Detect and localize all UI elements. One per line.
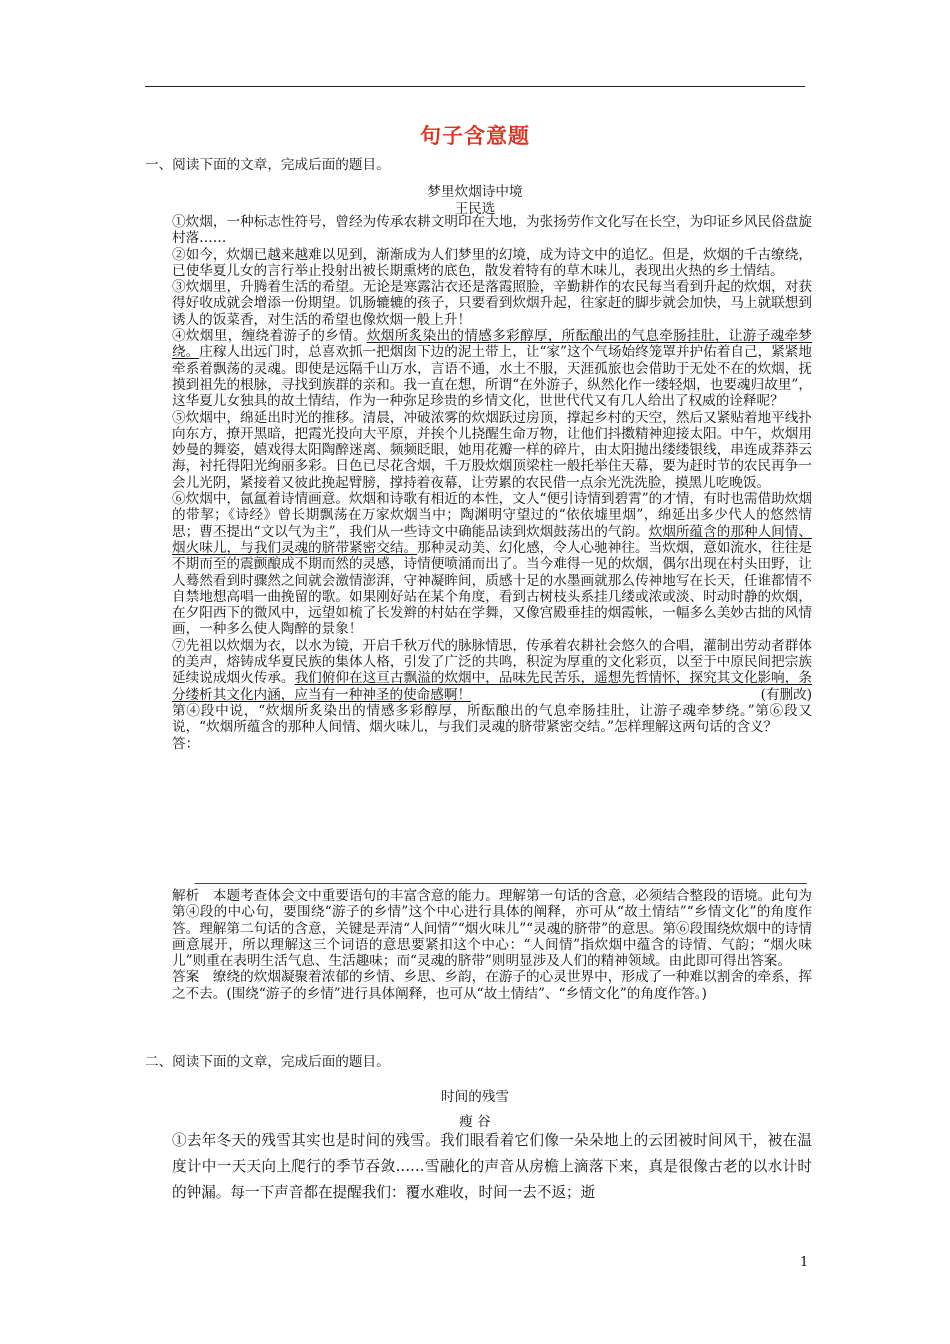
- paragraph-6-key-sentence: 炊烟所蕴含的那种人间情、烟火味儿，与我们灵魂的脐带紧密交结。: [172, 523, 812, 556]
- answer-text: 答案 缭绕的炊烟凝聚着浓郁的乡情、乡思、乡韵，在游子的心灵世界中，形成了一种难以割舍的牵系，挥之不去。(围绕“游子的乡情”进行具体阐释，也可从“故土情结”、“乡情文化”的角度作答。): [172, 969, 812, 1002]
- paragraph-2: ②如今，炊烟已越来越难以见到，渐渐成为人们梦里的幻境，成为诗文中的追忆。但是，炊烟的千古缭绕，已使华夏儿女的言行举止投射出被长期熏烤的底色，散发着特有的草木味儿，表现出火热的乡土情结。: [172, 246, 812, 279]
- paragraph-5: ⑤炊烟中，绵延出时光的推移。清晨，冲破浓雾的炊烟跃过房顶，撑起乡村的天空，然后又紧贴着地平线扑向东方，撩开黑暗，把霞光投向大平原，并挨个儿挠醒生命万物，让他们抖擞精神迎接太阳。中午，炊烟用妙曼的舞姿，嬉戏得太阳陶醉迷离、频频眨眼，她用花瓣一样的碎片，由太阳抛出缕缕银线，串连成莽莽云海，衬托得阳光绚丽多彩。日色已尽花含烟，千万股炊烟顶梁柱一般托举住天幕，要为赶时节的农民再争一会儿光阴，紧接着又彼此挽起臂膀，撑持着夜幕，让劳累的农民借一点余光洗洗脸，摸黑儿吃晚饭。: [172, 409, 812, 491]
- article1-body: [172, 214, 812, 752]
- paragraph-4-rest: 庄稼人出远门时，总喜欢抓一把烟囱下边的泥土带上，让“家”这个气场始终笼罩并护佑着自己，紧紧地牵系着飘荡的灵魂。即使是远隔千山万水，言语不通，水土不服，天涯孤旅也会借助于无处不在的炊烟，抚摸到祖先的根脉，寻找到族群的亲和。我一直在想，所谓“在外游子，纵然化作一缕轻烟，也要魂归故里”，这华夏儿女独具的故土情结，作为一种弥足珍贵的乡情文化，世世代代又有几人给出了权威的诠释呢？: [172, 344, 813, 410]
- paragraph-1: ①炊烟，一种标志性符号，曾经为传承农耕文明印在大地，为张扬劳作文化写在长空，为印证乡风民俗盘旋村落……: [172, 214, 812, 247]
- section1-instruction: 一、阅读下面的文章，完成后面的题目。: [145, 157, 390, 173]
- page-number: 1: [800, 1255, 809, 1270]
- answer-label: 答：: [172, 735, 200, 752]
- paragraph-6: [172, 491, 812, 638]
- question-text: 第④段中说，“炊烟所炙染出的情感多彩醇厚，所酝酿出的气息牵肠挂肚，让游子魂牵梦绕。”第⑥段又说，“炊烟所蕴含的那种人间情、烟火味儿，与我们灵魂的脐带紧密交结。”怎样理解这两句话的含义？: [172, 702, 812, 736]
- analysis-text: 解析 本题考查体会文中重要语句的丰富含意的能力。理解第一句话的含意，必须结合整段的语境。此句为第④段的中心句，要围绕“游子的乡情”这个中心进行具体的阐释，亦可从“故土情结”“乡情文化”的角度作答。理解第二句话的含意，关键是弄清“人间情”“烟火味儿”“灵魂的脐带”的意思。第⑥段围绕炊烟中的诗情画意展开，所以理解这三个词语的意思要紧扣这个中心：“人间情”指炊烟中蕴含的诗情、气韵；“烟火味儿”则重在表明生活气息、生活趣味；而“灵魂的脐带”则明显涉及人们的精神领域。由此即可得出答案。: [172, 888, 812, 970]
- article1-title: 梦里炊烟诗中境: [427, 184, 523, 200]
- paragraph-7: [172, 638, 812, 703]
- paragraph-7-key-sentence: 我们俯仰在这亘古飘溢的炊烟中，品味先民苦乐，遥想先哲情怀，探究其文化影响，条分缕析其文化内涵，应当有一种神圣的使命感啊！: [172, 670, 813, 703]
- answer-blank-line: [195, 883, 807, 884]
- page-title: 句子含意题: [420, 123, 530, 148]
- paragraph-6-lead: ⑥炊烟中，氤氲着诗情画意。炊烟和诗歌有相近的本性，文人“便引诗情到碧霄”的才情，有时也需借助炊烟的带挈；《诗经》曾长期飘荡在万家炊烟当中；陶渊明守望过的“依依墟里烟”，绵延出多少代人的悠然情思；曹丕提出“文以气为主”，我们从一些诗文中确能品读到炊烟鼓荡出的气韵。: [172, 491, 812, 540]
- paragraph-4: [172, 328, 812, 409]
- article2-paragraph-1: ①去年冬天的残雪其实也是时间的残雪。我们眼看着它们像一朵朵地上的云团被时间风干，被在温度计中一天天向上爬行的季节吞敛……雪融化的声音从房檐上滴落下来，真是很像古老的以水计时的钟漏。每一下声音都在提醒我们：覆水难收，时间一去不返；逝: [172, 1132, 812, 1201]
- header-rule: [145, 86, 805, 87]
- paragraph-4-lead: ④炊烟里，缠绕着游子的乡情。: [172, 328, 367, 345]
- source-note: (有删改): [760, 686, 812, 703]
- article2-author: 瘦 谷: [459, 1114, 491, 1130]
- article1-author: 王民选: [454, 201, 496, 217]
- article2-body: [172, 1128, 812, 1206]
- analysis-block: [172, 888, 812, 1002]
- paragraph-4-key-sentence: 炊烟所炙染出的情感多彩醇厚，所酝酿出的气息牵肠挂肚，让游子魂牵梦绕。: [172, 328, 813, 361]
- paragraph-7-lead: ⑦先祖以炊烟为衣，以水为镜，开启千秋万代的脉脉情思，传承着农耕社会悠久的合唱，灌制出劳动者群体的美声，熔铸成华夏民族的集体人格，引发了广泛的共鸣，积淀为厚重的文化彩页，以至于中原民间把宗族延续说成烟火传承。: [172, 637, 812, 687]
- paragraph-3: ③炊烟里，升腾着生活的希望。无论是寒露沾衣还是落霞照脸，辛勤耕作的农民每当看到升起的炊烟，对获得好收成就会增添一份期望。饥肠辘辘的孩子，只要看到炊烟升起，往家赶的脚步就会加快，马上就联想到诱人的饭菜香，对生活的希望也像炊烟一般上升！: [172, 279, 812, 328]
- section2-instruction: 二、阅读下面的文章，完成后面的题目。: [145, 1054, 390, 1070]
- paragraph-6-rest: 那种灵动美、幻化感，令人心驰神往。当炊烟，意如流水，往往是不期而至的震颤酿成不期而然的灵感，诗情便喷涌而出了。当今难得一见的炊烟，偶尔出现在村头田野，让人蓦然看到时骤然之间就会激情澎湃，守神凝眸间，质感十足的水墨画就那么传神地写在长天，任谁都情不自禁地想高唱一曲挽留的歌。如果刚好站在某个角度，看到古树枝头系挂几缕或浓或淡、时动时静的炊烟，在夕阳西下的微风中，远望如梳了长发辫的村姑在学舞，又像宫殿垂挂的烟霞帐，一幅多么美妙古拙的风情画，一种多么使人陶醉的景象！: [172, 539, 813, 638]
- article2-title: 时间的残雪: [441, 1089, 509, 1105]
